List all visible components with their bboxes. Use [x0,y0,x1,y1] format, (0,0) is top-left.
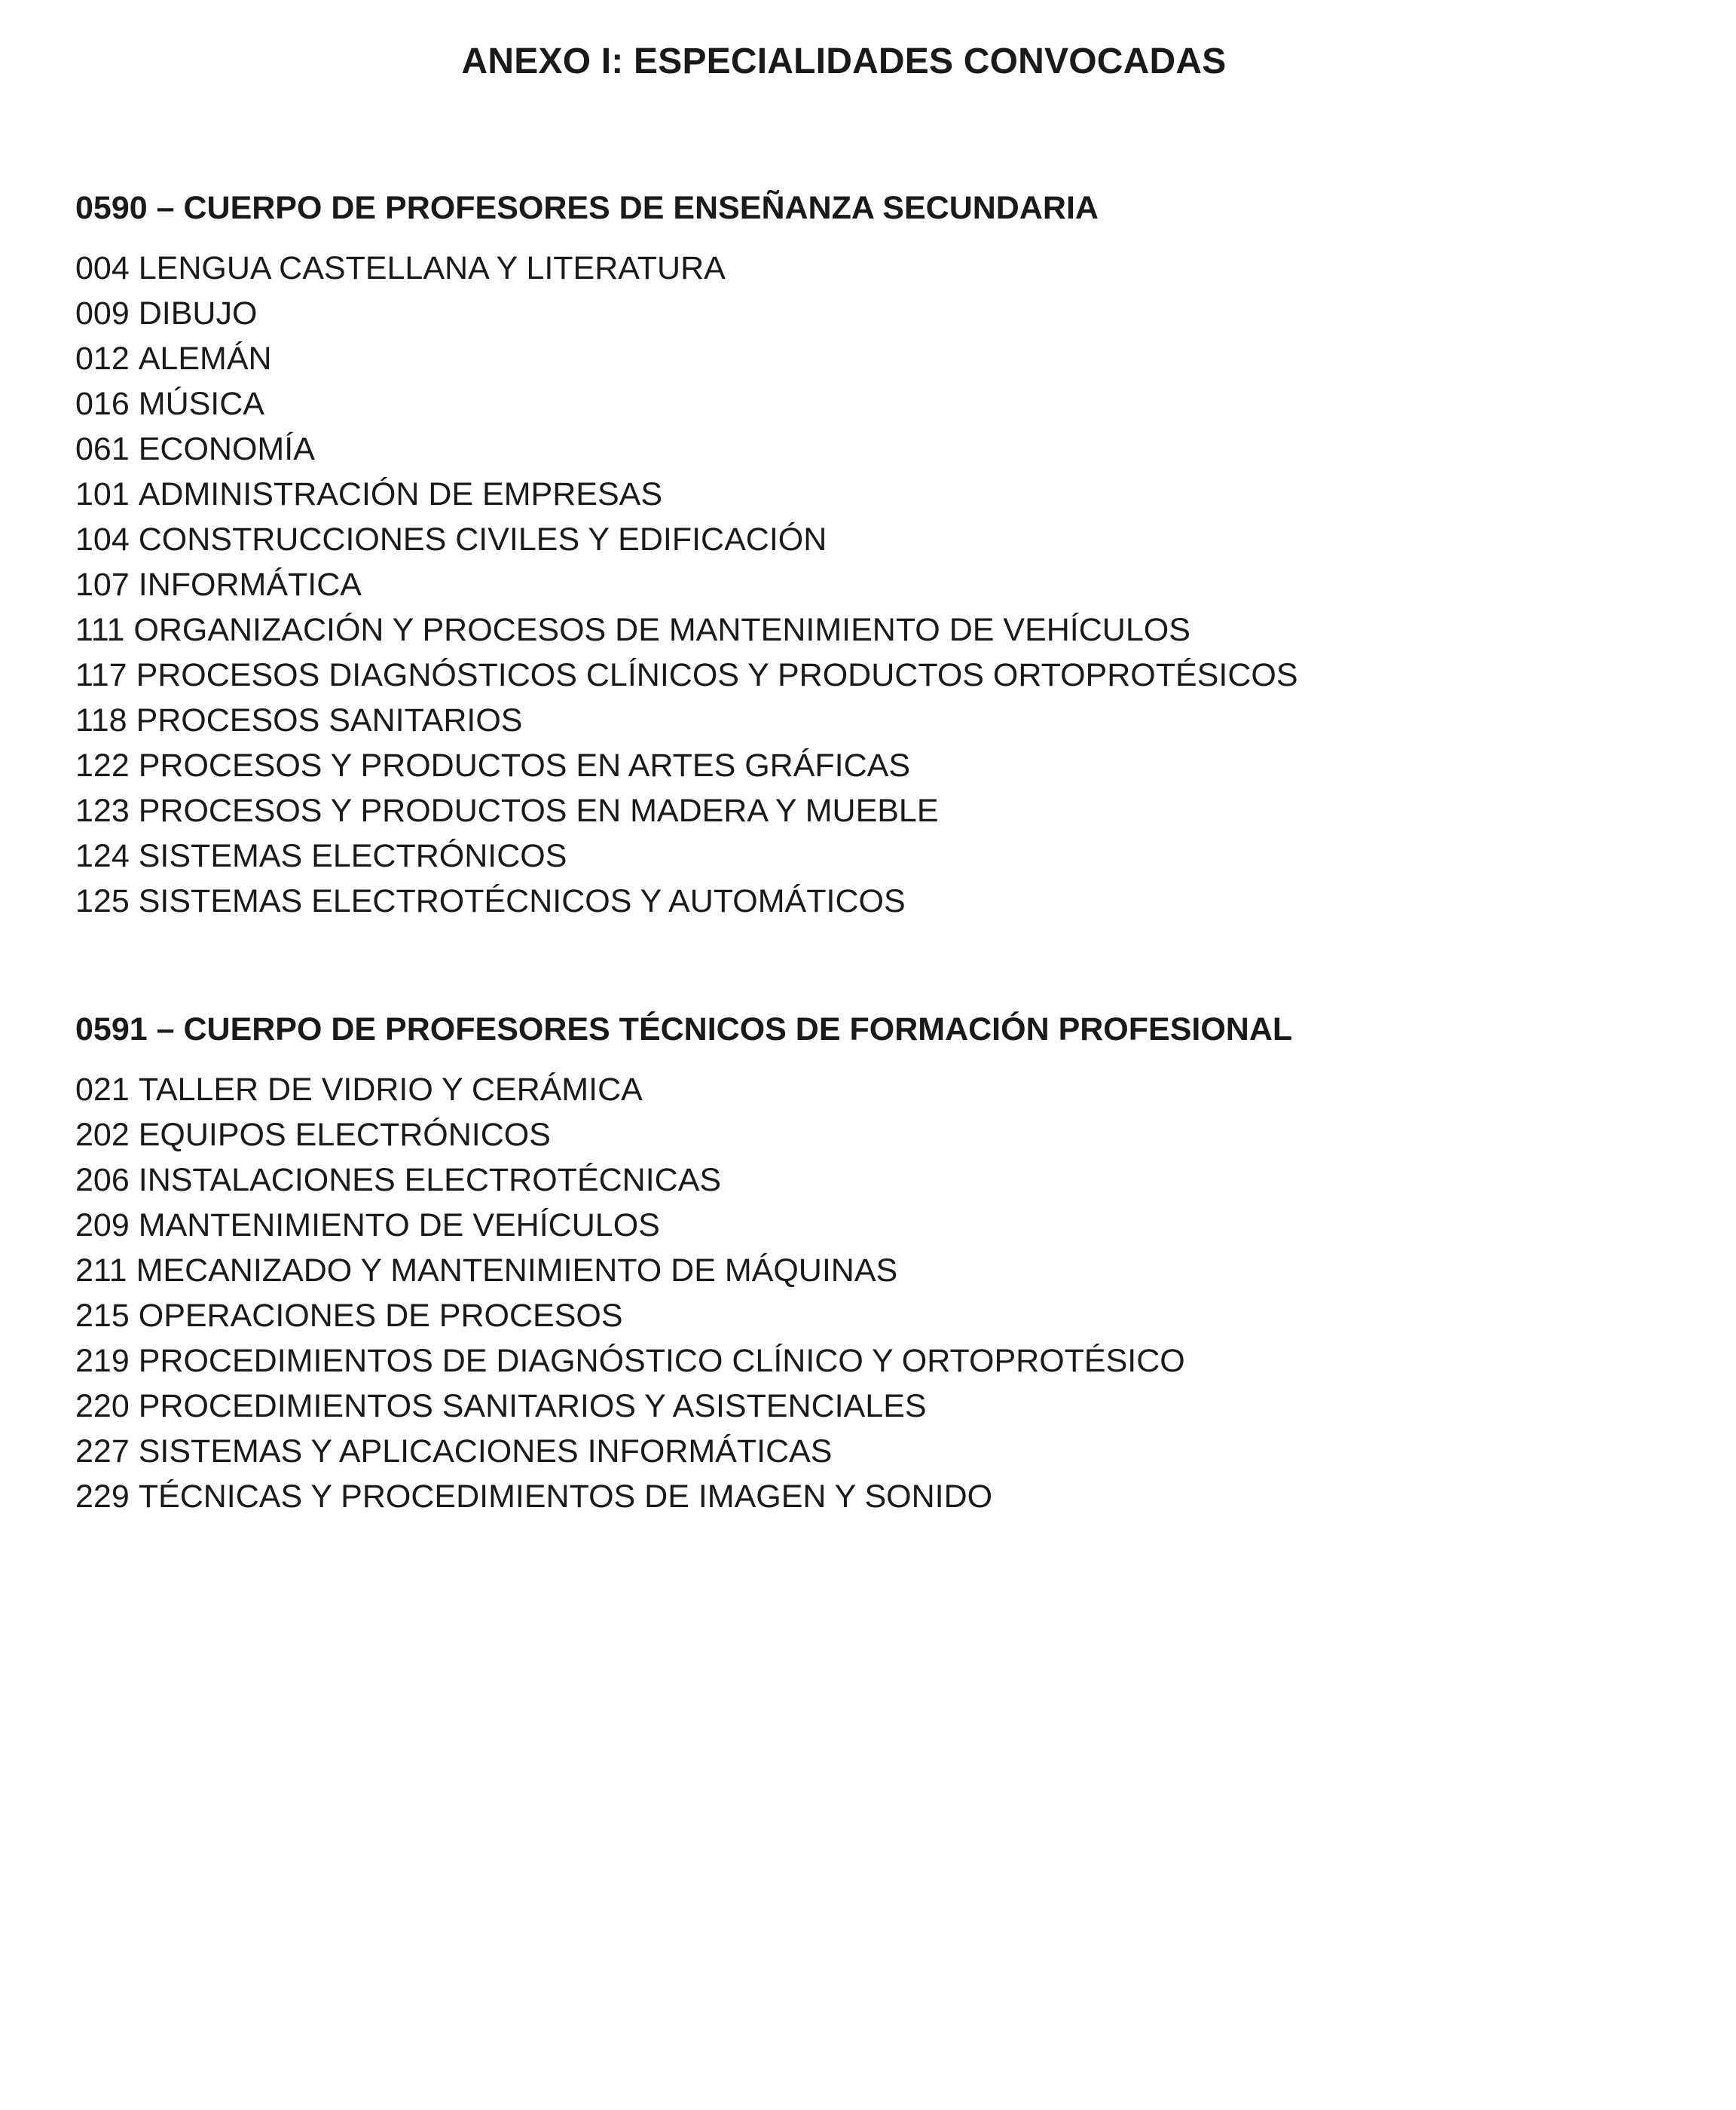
specialty-code: 219 [75,1343,130,1379]
specialty-item [75,1429,1658,1474]
specialty-item [75,1203,1658,1248]
specialty-code: 215 [75,1298,130,1334]
specialty-code: 220 [75,1388,130,1424]
specialty-code: 012 [75,341,130,377]
specialty-item [75,1067,1658,1112]
specialty-name: ECONOMÍA [138,431,315,467]
specialty-name: PROCESOS Y PRODUCTOS EN ARTES GRÁFICAS [138,748,911,784]
specialty-name: PROCESOS DIAGNÓSTICOS CLÍNICOS Y PRODUCTOS ORTOPROTÉSICOS [136,657,1298,693]
specialty-name: SISTEMAS ELECTRÓNICOS [138,838,567,874]
specialty-item [75,743,1658,788]
specialty-name: LENGUA CASTELLANA Y LITERATURA [138,250,726,286]
specialty-item [75,607,1658,653]
section-heading: 0591 – CUERPO DE PROFESORES TÉCNICOS DE FORMACIÓN PROFESIONAL [75,1011,1293,1047]
specialty-code: 123 [75,793,130,829]
specialty-list [75,246,1658,924]
specialty-item [75,788,1658,833]
specialty-item [75,1157,1658,1203]
specialty-item [75,381,1658,427]
specialty-item [75,427,1658,472]
specialty-name: ADMINISTRACIÓN DE EMPRESAS [138,476,663,512]
specialty-name: EQUIPOS ELECTRÓNICOS [138,1117,551,1153]
specialty-name: CONSTRUCCIONES CIVILES Y EDIFICACIÓN [138,521,827,558]
specialty-code: 016 [75,386,130,422]
specialty-name: INFORMÁTICA [138,567,362,603]
specialty-item [75,833,1658,879]
specialty-name: INSTALACIONES ELECTROTÉCNICAS [138,1162,722,1198]
specialty-name: TÉCNICAS Y PROCEDIMIENTOS DE IMAGEN Y SONIDO [138,1479,993,1515]
specialty-code: 209 [75,1207,130,1243]
specialty-name: PROCEDIMIENTOS DE DIAGNÓSTICO CLÍNICO Y ORTOPROTÉSICO [138,1343,1185,1379]
specialty-item [75,1338,1658,1384]
specialty-code: 118 [75,702,127,738]
specialty-code: 104 [75,521,130,558]
section-cuerpo-0591 [75,1008,1658,1519]
specialty-item [75,879,1658,924]
specialty-name: OPERACIONES DE PROCESOS [138,1298,623,1334]
specialty-name: SISTEMAS ELECTROTÉCNICOS Y AUTOMÁTICOS [138,883,906,919]
specialty-code: 061 [75,431,130,467]
specialty-item [75,653,1658,698]
specialty-item [75,336,1658,381]
specialty-name: PROCEDIMIENTOS SANITARIOS Y ASISTENCIALES [138,1388,927,1424]
page-title: ANEXO I: ESPECIALIDADES CONVOCADAS [461,41,1227,82]
specialty-code: 125 [75,883,130,919]
specialty-name: MANTENIMIENTO DE VEHÍCULOS [138,1207,660,1243]
specialty-item [75,246,1658,291]
specialty-item [75,472,1658,517]
specialty-name: PROCESOS Y PRODUCTOS EN MADERA Y MUEBLE [138,793,939,829]
specialty-item [75,1293,1658,1338]
specialty-code: 227 [75,1433,130,1469]
specialty-list [75,1067,1658,1519]
section-heading: 0590 – CUERPO DE PROFESORES DE ENSEÑANZA SECUNDARIA [75,190,1099,226]
specialty-name: DIBUJO [138,295,258,332]
specialty-code: 202 [75,1117,130,1153]
specialty-code: 211 [75,1252,127,1289]
specialty-item [75,562,1658,607]
section-cuerpo-0590 [75,187,1658,924]
specialty-code: 206 [75,1162,130,1198]
specialty-code: 111 [75,612,125,648]
specialty-code: 009 [75,295,130,332]
specialty-item [75,1248,1658,1293]
specialty-code: 117 [75,657,127,693]
specialty-item [75,1474,1658,1519]
specialty-item [75,698,1658,743]
specialty-name: MÚSICA [138,386,264,422]
specialty-name: PROCESOS SANITARIOS [136,702,523,738]
specialty-code: 101 [75,476,130,512]
specialty-code: 124 [75,838,130,874]
specialty-name: ORGANIZACIÓN Y PROCESOS DE MANTENIMIENTO DE VEHÍCULOS [133,612,1190,648]
specialty-item [75,291,1658,336]
specialty-code: 021 [75,1072,130,1108]
specialty-name: ALEMÁN [138,341,272,377]
specialty-item [75,517,1658,562]
specialty-code: 229 [75,1479,130,1515]
specialty-code: 122 [75,748,130,784]
specialty-code: 107 [75,567,130,603]
specialty-code: 004 [75,250,130,286]
specialty-name: SISTEMAS Y APLICACIONES INFORMÁTICAS [138,1433,833,1469]
specialty-item [75,1384,1658,1429]
specialty-item [75,1112,1658,1157]
specialty-name: MECANIZADO Y MANTENIMIENTO DE MÁQUINAS [136,1252,898,1289]
specialty-name: TALLER DE VIDRIO Y CERÁMICA [138,1072,643,1108]
